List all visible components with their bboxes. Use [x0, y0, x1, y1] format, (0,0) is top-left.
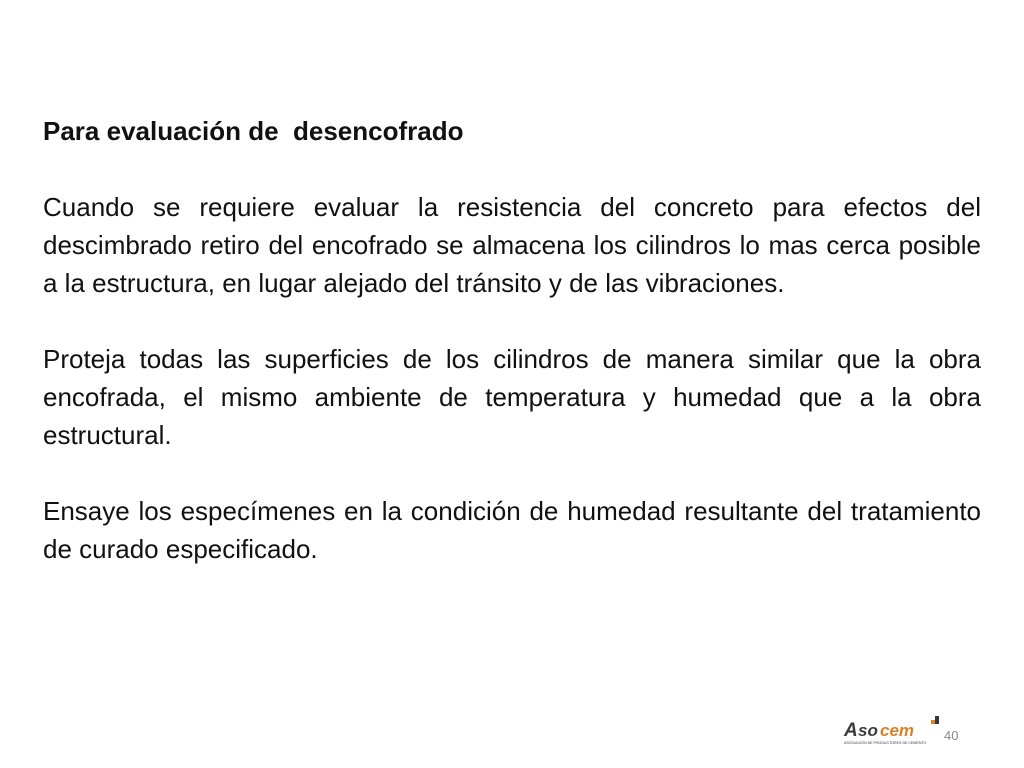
asocem-logo — [842, 716, 942, 746]
paragraph-1: Cuando se requiere evaluar la resistencia del concreto para efectos del descimbrado retiro del encofrado se almacena los cilindros lo mas cerca posible a la estructura, en lugar alejado del tránsito y de las vibraciones. — [43, 192, 981, 298]
logo-text-so: so — [858, 721, 878, 740]
slide-heading: Para evaluación de desencofrado — [43, 116, 464, 146]
slide-content — [43, 112, 981, 606]
logo-letter-a: A — [844, 720, 858, 741]
logo-tagline: ASOCIACIÓN DE PRODUCTORES DE CEMENTO — [844, 741, 927, 745]
page-number: 40 — [944, 728, 959, 743]
logo-text-cem: cem — [880, 721, 915, 740]
paragraph-3: Ensaye los especímenes en la condición de humedad resultante del tratamiento de curado especificado. — [43, 496, 981, 564]
paragraph-2: Proteja todas las superficies de los cilindros de manera similar que la obra encofrada, el mismo ambiente de temperatura y humedad que a la obra estructural. — [43, 344, 981, 450]
